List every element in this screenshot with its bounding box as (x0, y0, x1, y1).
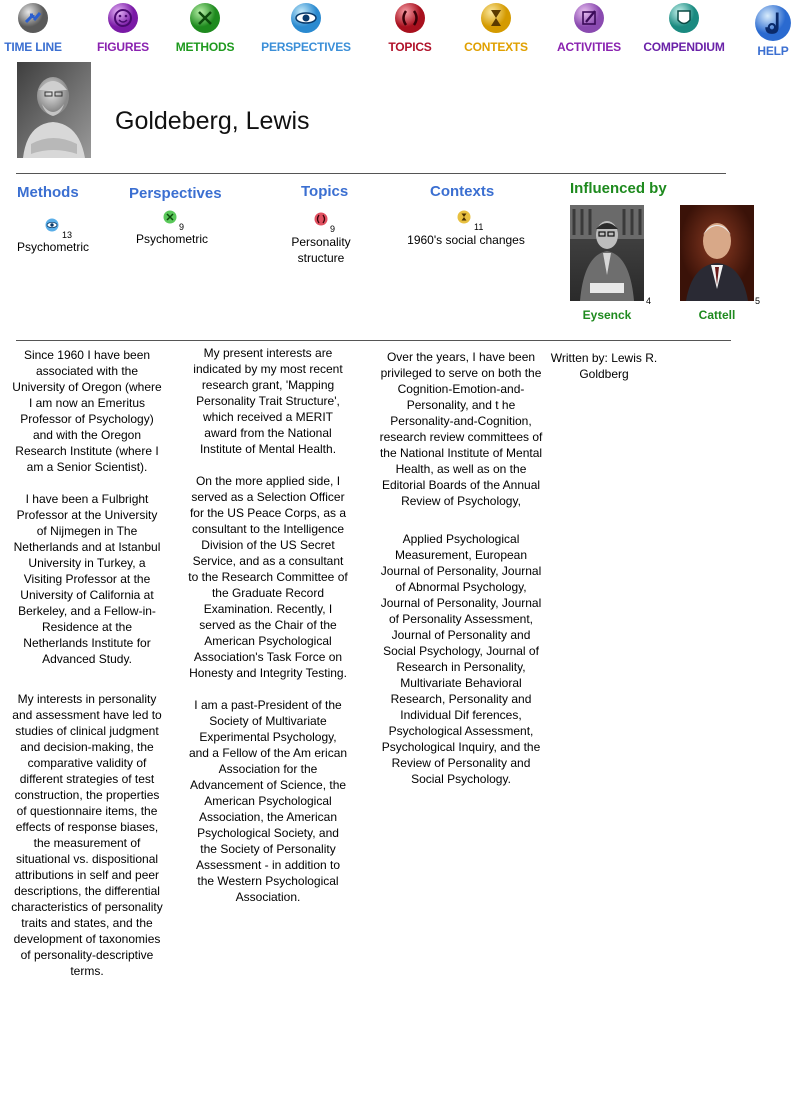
nav-compendium-label: COMPENDIUM (643, 40, 725, 54)
bio-paragraph: Since 1960 I have been associated with the University of Oregon (where I am now an Emeritus Professor of Psychology) and with the Oregon Research Institute (where I am a Senior Scientist). (12, 348, 162, 474)
methods-heading[interactable]: Methods (17, 184, 79, 201)
nav-activities-label: ACTIVITIES (556, 40, 621, 54)
topics-icon (394, 2, 426, 34)
nav-help[interactable] (752, 4, 794, 58)
nav-activities[interactable] (556, 2, 622, 54)
topics-heading[interactable]: Topics (301, 183, 349, 200)
perspectives-eye-icon[interactable] (45, 218, 59, 232)
contexts-hourglass-icon[interactable] (457, 210, 471, 224)
eysenck-photo[interactable] (570, 205, 644, 301)
bio-column-3 (378, 349, 544, 803)
bio-paragraph: I have been a Fulbright Professor at the University of Nijmegen in The Netherlands and at Istanbul University in Turkey, a Visiting Professor at the University of California at Berkeley, and a Fellow-in-Residence at the Netherlands Institute for Advanced Study. (13, 492, 161, 666)
bio-paragraph: My present interests are indicated by my most recent research grant, 'Mapping Personality Trait Structure', which received a MERIT award from the National Institute of Mental Health. (193, 346, 343, 456)
nav-timeline[interactable] (4, 2, 62, 54)
nav-help-label: HELP (757, 44, 789, 58)
bio-column-1 (10, 347, 164, 995)
figures-icon (107, 2, 139, 34)
nav-methods[interactable] (174, 2, 236, 54)
timeline-icon (17, 2, 49, 34)
topics-count: 9 (330, 224, 336, 234)
cattell-count: 5 (755, 296, 761, 306)
divider-top (16, 173, 726, 174)
methods-count: 13 (62, 230, 73, 240)
nav-perspectives-label: PERSPECTIVES (261, 40, 351, 54)
nav-methods-label: METHODS (175, 40, 235, 54)
nav-contexts[interactable] (463, 2, 529, 54)
bio-paragraph: I am a past-President of the Society of Multivariate Experimental Psychology, and a Fellow of the Am erican Association for the Advancement of Science, the American Psychological Association, the American Psychological Society, and the Society of Personality Assessment - in addition to the Western Psychological Association. (188, 698, 348, 904)
contexts-icon (480, 2, 512, 34)
perspectives-heading[interactable]: Perspectives (129, 185, 222, 202)
nav-compendium[interactable] (642, 2, 726, 54)
nav-contexts-label: CONTEXTS (464, 40, 528, 54)
bio-paragraph: Applied Psychological Measurement, European Journal of Personality, Journal of Abnormal Psychology, Journal of Personality, Journal of Personality Assessment, Journal of Personality and Social Psychology, Journal of Research in Personality, Multivariate Behavioral Research, Personality and Individual Dif ferences, Psychological Assessment, Psychological Inquiry, and the Review of Personality and Social Psychology. (380, 532, 542, 786)
perspectives-count: 9 (179, 222, 185, 232)
perspectives-item[interactable]: Psychometric (135, 232, 209, 246)
methods-icon (189, 2, 221, 34)
perspectives-icon (290, 2, 322, 34)
methods-x-icon[interactable] (163, 210, 177, 224)
nav-timeline-label: TIME LINE (4, 40, 62, 54)
bio-paragraph: On the more applied side, I served as a Selection Officer for the US Peace Corps, as a consultant to the Intelligence Division of the US Secret Service, and as a consultant to the Research Committee of the Graduate Record Examination. Recently, I served as the Chair of the American Psychological Association's Task Force on Honesty and Integrity Testing. (188, 474, 348, 680)
contexts-item[interactable]: 1960's social changes (407, 233, 525, 247)
bio-paragraph: Over the years, I have been privileged to serve on both the Cognition-Emotion-and-Personality, and t he Personality-and-Cognition, research review committees of the National Institute of Mental Health, as well as on the Editorial Boards of the Annual Review of Psychology, (379, 350, 543, 508)
help-icon (754, 4, 792, 42)
activities-icon (573, 2, 605, 34)
person-portrait (17, 62, 91, 158)
influenced-by-heading: Influenced by (570, 180, 667, 197)
nav-perspectives[interactable] (261, 2, 351, 54)
contexts-heading[interactable]: Contexts (430, 183, 495, 200)
nav-figures[interactable] (94, 2, 152, 54)
compendium-icon (668, 2, 700, 34)
bio-author: Written by: Lewis R. Goldberg (550, 351, 658, 381)
bio-paragraph: My interests in personality and assessment have led to studies of clinical judgment and decision-making, the comparative validity of different strategies of test construction, the properties of questionnaire items, the effects of response biases, the measurement of situational vs. dispositional attributions in self and peer descriptions, the differential characteristics of personality traits and states, and the development of taxonomies of personality-descriptive terms. (11, 692, 163, 978)
topics-icon-small[interactable] (314, 212, 328, 226)
contexts-count: 11 (474, 222, 484, 232)
cattell-photo[interactable] (680, 205, 754, 301)
eysenck-count: 4 (646, 296, 652, 306)
nav-topics-label: TOPICS (388, 40, 432, 54)
divider-middle (16, 340, 731, 341)
topics-item[interactable]: Personality structure (291, 235, 351, 265)
bio-column-2 (188, 345, 348, 921)
eysenck-link[interactable]: Eysenck (582, 308, 632, 322)
cattell-link[interactable]: Cattell (698, 308, 736, 322)
nav-topics[interactable] (384, 2, 436, 54)
methods-item[interactable]: Psychometric (16, 240, 90, 254)
nav-figures-label: FIGURES (97, 40, 149, 54)
page-title: Goldeberg, Lewis (115, 107, 310, 135)
